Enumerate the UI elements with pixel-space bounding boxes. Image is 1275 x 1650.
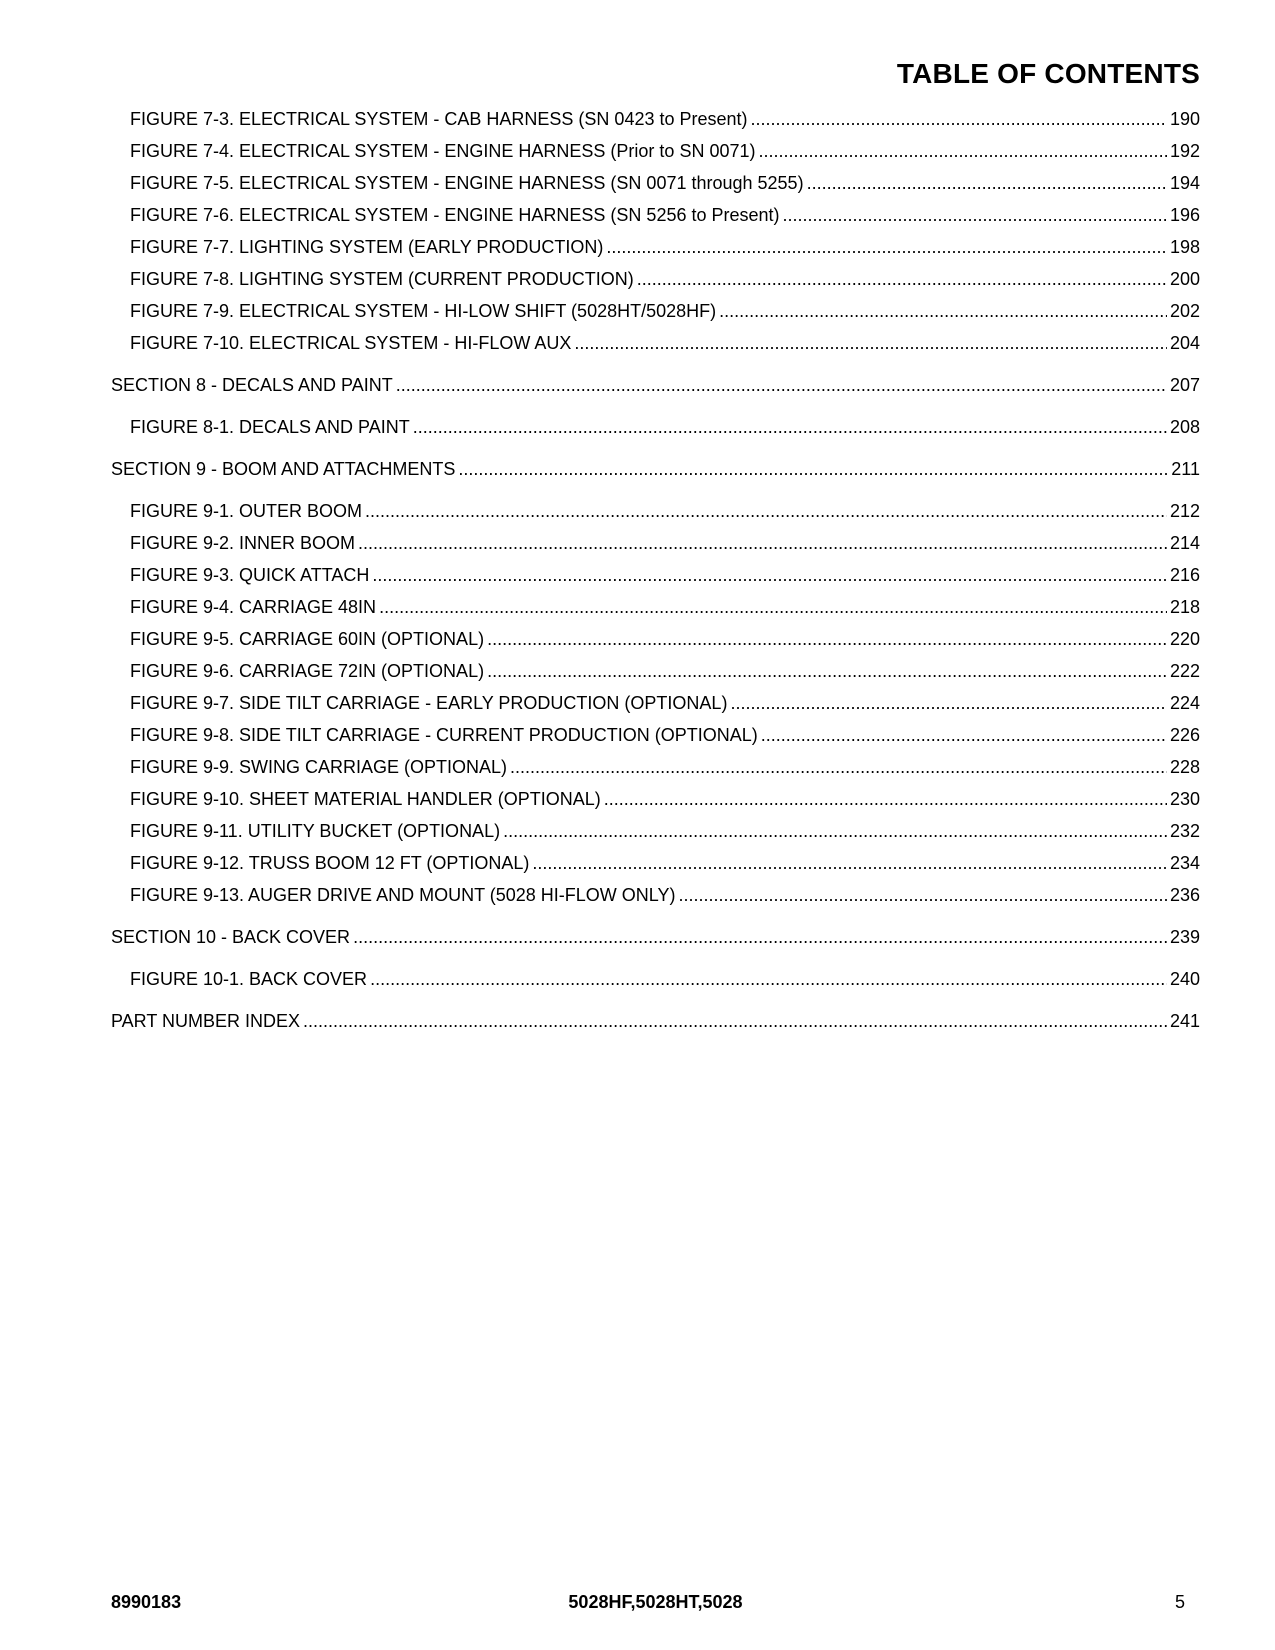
toc-entry-title: SECTION 9 - BOOM AND ATTACHMENTS bbox=[111, 459, 456, 479]
toc-figure-entry[interactable] bbox=[111, 820, 1200, 852]
toc-figure-entry[interactable] bbox=[111, 500, 1200, 532]
toc-entry-page: 207 bbox=[1169, 375, 1200, 395]
toc-entry-page: 192 bbox=[1169, 141, 1200, 161]
toc-entry-page: 214 bbox=[1169, 533, 1200, 553]
toc-figure-entry[interactable] bbox=[111, 172, 1200, 204]
toc-entry-title: FIGURE 9-11. UTILITY BUCKET (OPTIONAL) bbox=[130, 821, 501, 841]
toc-entry-page: 202 bbox=[1169, 301, 1200, 321]
toc-entry-page: 198 bbox=[1169, 237, 1200, 257]
toc-figure-entry[interactable] bbox=[111, 692, 1200, 724]
dot-leader bbox=[604, 788, 1167, 810]
toc-entry-title: FIGURE 7-6. ELECTRICAL SYSTEM - ENGINE HARNESS (SN 5256 to Present) bbox=[130, 205, 780, 225]
toc-entry-title: FIGURE 9-3. QUICK ATTACH bbox=[130, 565, 370, 585]
toc-entry-page: 212 bbox=[1169, 501, 1200, 521]
dot-leader bbox=[413, 416, 1167, 438]
toc-entry-title: FIGURE 7-8. LIGHTING SYSTEM (CURRENT PRODUCTION) bbox=[130, 269, 634, 289]
dot-leader bbox=[574, 332, 1167, 354]
toc-entry-title: FIGURE 10-1. BACK COVER bbox=[130, 969, 368, 989]
toc-entry-title: FIGURE 9-7. SIDE TILT CARRIAGE - EARLY PRODUCTION (OPTIONAL) bbox=[130, 693, 728, 713]
toc-entry-page: 208 bbox=[1169, 417, 1200, 437]
toc-entry-title: FIGURE 9-9. SWING CARRIAGE (OPTIONAL) bbox=[130, 757, 508, 777]
toc-entry-page: 234 bbox=[1169, 853, 1200, 873]
dot-leader bbox=[783, 204, 1167, 226]
dot-leader bbox=[303, 1010, 1167, 1032]
dot-leader bbox=[606, 236, 1167, 258]
dot-leader bbox=[379, 596, 1167, 618]
dot-leader bbox=[396, 374, 1167, 396]
toc-entry-page: 222 bbox=[1169, 661, 1200, 681]
toc-entry-page: 190 bbox=[1169, 109, 1200, 129]
toc-section-entry[interactable] bbox=[111, 926, 1200, 968]
page-footer bbox=[111, 1590, 1200, 1614]
toc-entry-title: FIGURE 9-5. CARRIAGE 60IN (OPTIONAL) bbox=[130, 629, 485, 649]
dot-leader bbox=[358, 532, 1167, 554]
toc-entry-title: SECTION 10 - BACK COVER bbox=[111, 927, 351, 947]
toc-entry-title: PART NUMBER INDEX bbox=[111, 1011, 301, 1031]
dot-leader bbox=[487, 628, 1167, 650]
dot-leader bbox=[532, 852, 1167, 874]
toc-entry-title: FIGURE 8-1. DECALS AND PAINT bbox=[130, 417, 410, 437]
toc-entry-title: FIGURE 9-1. OUTER BOOM bbox=[130, 501, 363, 521]
toc-figure-entry[interactable] bbox=[111, 268, 1200, 300]
toc-entry-title: FIGURE 7-7. LIGHTING SYSTEM (EARLY PRODUCTION) bbox=[130, 237, 604, 257]
toc-entry-page: 194 bbox=[1169, 173, 1200, 193]
toc-entry-page: 216 bbox=[1169, 565, 1200, 585]
toc-figure-entry[interactable] bbox=[111, 724, 1200, 756]
toc-entry-page: 239 bbox=[1169, 927, 1200, 947]
toc-section-entry[interactable] bbox=[111, 1010, 1200, 1052]
toc-entry-title: FIGURE 9-6. CARRIAGE 72IN (OPTIONAL) bbox=[130, 661, 485, 681]
toc-entry-title: FIGURE 9-13. AUGER DRIVE AND MOUNT (5028 HI-FLOW ONLY) bbox=[130, 885, 676, 905]
toc-figure-entry[interactable] bbox=[111, 204, 1200, 236]
dot-leader bbox=[487, 660, 1167, 682]
toc-figure-entry[interactable] bbox=[111, 968, 1200, 1010]
toc-figure-entry[interactable] bbox=[111, 788, 1200, 820]
toc-entry-title: FIGURE 9-8. SIDE TILT CARRIAGE - CURRENT PRODUCTION (OPTIONAL) bbox=[130, 725, 758, 745]
dot-leader bbox=[353, 926, 1167, 948]
toc-entry-title: FIGURE 7-5. ELECTRICAL SYSTEM - ENGINE HARNESS (SN 0071 through 5255) bbox=[130, 173, 804, 193]
toc-entry-page: 224 bbox=[1169, 693, 1200, 713]
toc-entry-page: 232 bbox=[1169, 821, 1200, 841]
toc-entry-title: FIGURE 7-3. ELECTRICAL SYSTEM - CAB HARNESS (SN 0423 to Present) bbox=[130, 109, 748, 129]
dot-leader bbox=[458, 458, 1168, 480]
toc-figure-entry[interactable] bbox=[111, 332, 1200, 374]
table-of-contents bbox=[111, 108, 1200, 1052]
toc-entry-title: FIGURE 7-4. ELECTRICAL SYSTEM - ENGINE HARNESS (Prior to SN 0071) bbox=[130, 141, 756, 161]
dot-leader bbox=[365, 500, 1167, 522]
page-number: 5 bbox=[1174, 1592, 1185, 1612]
toc-entry-title: FIGURE 7-10. ELECTRICAL SYSTEM - HI-FLOW AUX bbox=[130, 333, 572, 353]
toc-entry-page: 220 bbox=[1169, 629, 1200, 649]
page-title: TABLE OF CONTENTS bbox=[896, 58, 1200, 89]
toc-entry-page: 211 bbox=[1171, 459, 1200, 479]
dot-leader bbox=[719, 300, 1167, 322]
toc-figure-entry[interactable] bbox=[111, 140, 1200, 172]
toc-figure-entry[interactable] bbox=[111, 852, 1200, 884]
dot-leader bbox=[637, 268, 1167, 290]
toc-entry-title: FIGURE 7-9. ELECTRICAL SYSTEM - HI-LOW SHIFT (5028HT/5028HF) bbox=[130, 301, 717, 321]
toc-entry-page: 230 bbox=[1169, 789, 1200, 809]
dot-leader bbox=[751, 108, 1167, 130]
toc-figure-entry[interactable] bbox=[111, 660, 1200, 692]
toc-section-entry[interactable] bbox=[111, 458, 1200, 500]
toc-entry-page: 226 bbox=[1169, 725, 1200, 745]
toc-entry-page: 240 bbox=[1169, 969, 1200, 989]
toc-entry-title: SECTION 8 - DECALS AND PAINT bbox=[111, 375, 393, 395]
toc-entry-title: FIGURE 9-12. TRUSS BOOM 12 FT (OPTIONAL) bbox=[130, 853, 530, 873]
toc-entry-page: 236 bbox=[1169, 885, 1200, 905]
dot-leader bbox=[678, 884, 1167, 906]
model-list: 5028HF,5028HT,5028 bbox=[568, 1592, 743, 1612]
toc-figure-entry[interactable] bbox=[111, 532, 1200, 564]
dot-leader bbox=[370, 968, 1167, 990]
dot-leader bbox=[761, 724, 1167, 746]
toc-entry-page: 204 bbox=[1169, 333, 1200, 353]
toc-figure-entry[interactable] bbox=[111, 108, 1200, 140]
toc-entry-title: FIGURE 9-10. SHEET MATERIAL HANDLER (OPTIONAL) bbox=[130, 789, 601, 809]
document-number: 8990183 bbox=[111, 1592, 182, 1612]
toc-figure-entry[interactable] bbox=[111, 596, 1200, 628]
toc-figure-entry[interactable] bbox=[111, 564, 1200, 596]
dot-leader bbox=[758, 140, 1166, 162]
dot-leader bbox=[503, 820, 1167, 842]
toc-figure-entry[interactable] bbox=[111, 236, 1200, 268]
dot-leader bbox=[807, 172, 1167, 194]
dot-leader bbox=[510, 756, 1167, 778]
toc-entry-title: FIGURE 9-4. CARRIAGE 48IN bbox=[130, 597, 377, 617]
toc-section-entry[interactable] bbox=[111, 374, 1200, 416]
toc-entry-page: 228 bbox=[1169, 757, 1200, 777]
toc-figure-entry[interactable] bbox=[111, 628, 1200, 660]
dot-leader bbox=[730, 692, 1167, 714]
toc-entry-title: FIGURE 9-2. INNER BOOM bbox=[130, 533, 356, 553]
toc-entry-page: 196 bbox=[1169, 205, 1200, 225]
toc-figure-entry[interactable] bbox=[111, 300, 1200, 332]
toc-figure-entry[interactable] bbox=[111, 416, 1200, 458]
toc-figure-entry[interactable] bbox=[111, 884, 1200, 926]
toc-entry-page: 218 bbox=[1169, 597, 1200, 617]
toc-figure-entry[interactable] bbox=[111, 756, 1200, 788]
toc-entry-page: 200 bbox=[1169, 269, 1200, 289]
dot-leader bbox=[372, 564, 1167, 586]
toc-entry-page: 241 bbox=[1169, 1011, 1200, 1031]
